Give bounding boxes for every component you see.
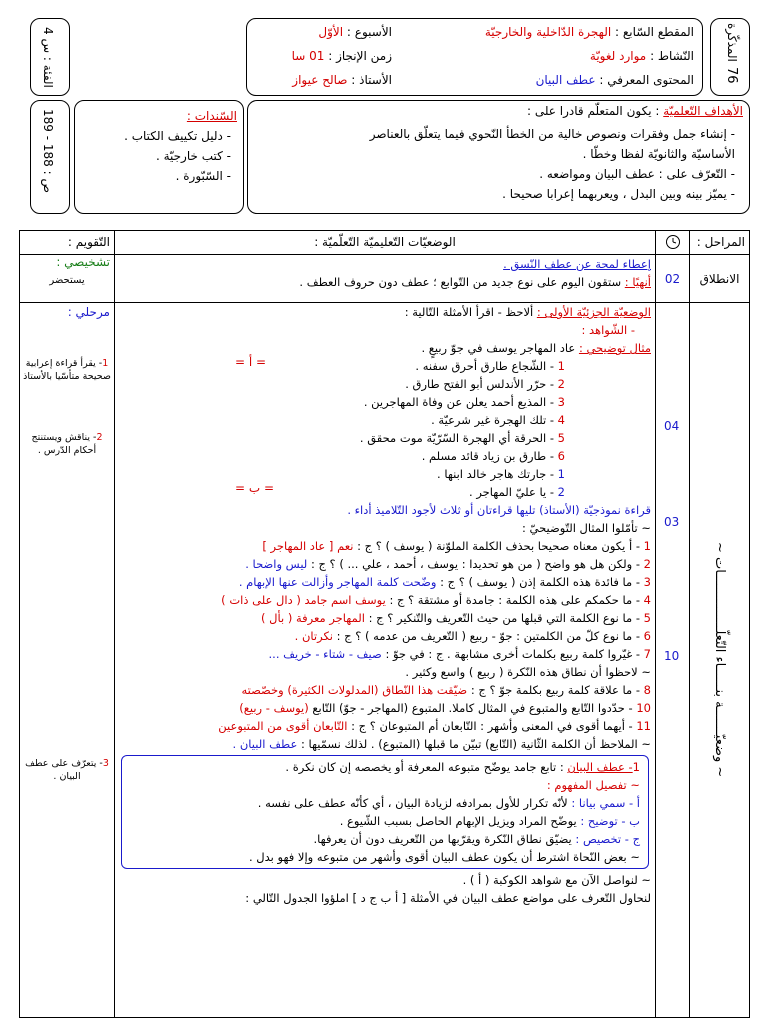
example-item: 3 - المذيع أحمد يعلن عن وفاة المهاجرين . bbox=[363, 395, 565, 409]
phase-build-label: ~ وضعيّـــــــة بنــــــاء التّعلّـــــــــــــــات ~ bbox=[712, 542, 727, 778]
observe-line: ~ تأمّلوا المثال التّوضيحيّ : bbox=[522, 521, 651, 535]
activity-line: النّشاط : موارد لغويّة bbox=[589, 49, 694, 63]
goal-item: الأساسيّة والثانويّة لفظا وخطّا . bbox=[582, 147, 735, 161]
rule-line: 1- عطف البيان : تابع جامد يوضّح متبوعه المعرفة أو يخصصه إن كان نكرة . bbox=[285, 760, 640, 774]
pages-label: ص : 188 - 189 bbox=[41, 109, 55, 193]
rule-box bbox=[121, 755, 649, 869]
start-content bbox=[115, 255, 656, 303]
resources-box bbox=[74, 100, 244, 214]
time-start: 02 bbox=[656, 255, 690, 303]
time-04: 04 bbox=[664, 419, 680, 433]
clock-icon bbox=[665, 234, 681, 250]
class-box bbox=[30, 18, 70, 96]
eval-stage bbox=[20, 303, 115, 1018]
goal-item: - إنشاء جمل وفقرات ونصوص خالية من الخطأ النّحوي فيما يتعلّق بالعناصر bbox=[369, 127, 735, 141]
concept-title: ~ تفصيل المفهوم : bbox=[546, 778, 640, 792]
col-situations: الوضعيّات التّعليميّة التّعلّميّة : bbox=[115, 231, 656, 255]
week-line: الأسبوع : الأوّل bbox=[318, 25, 392, 39]
lesson-info-box bbox=[246, 18, 703, 96]
eval-stage-title: مرحلي : bbox=[67, 305, 110, 319]
time-build bbox=[656, 303, 690, 1018]
example-item: 4 - تلك الهجرة غير شرعيّة . bbox=[431, 413, 565, 427]
goals-heading: الأهداف التّعلميّة : يكون المتعلّم قادرا على : bbox=[526, 104, 743, 118]
example-item: 1 - الشّجاع طارق أحرق سفنه . bbox=[415, 359, 565, 373]
reading-line: قراءة نموذجيّة (الأستاذ) تليها قراءتان أو ثلاث لأجود التّلاميذ أداء . bbox=[347, 503, 651, 517]
sequence-line: المقطع السّابع : الهجرة الدّاخلية والخارجيّة bbox=[484, 25, 694, 39]
resource-item: - دليل تكييف الكتاب . bbox=[124, 129, 231, 143]
eval-note-1: 1- يقرأ قراءة إعرابية صحيحة متأسّيا بالأستاذ bbox=[23, 358, 111, 382]
resource-item: - كتب خارجيّة . bbox=[155, 149, 231, 163]
goal-item: - التّعرّف على : عطف البيان ومواضعه . bbox=[539, 167, 735, 181]
phase-build bbox=[690, 303, 750, 1018]
eval-note-2: 2- يناقش ويستنتج أحكام الدّرس . bbox=[31, 432, 103, 456]
col-eval: التّقويم : bbox=[20, 231, 115, 255]
lesson-table bbox=[19, 230, 750, 1018]
question: 6 - ما نوع كلّ من الكلمتين : جوّ - ربيع ( التّعريف من عدمه ) ؟ ج : نكرتان . bbox=[294, 629, 651, 643]
example-line: مثال توضيحي : عاد المهاجر يوسف في جوّ ربيعٍ . bbox=[421, 341, 651, 355]
time-03: 03 bbox=[664, 515, 680, 529]
concept-item: ج - تخصيص : يضيّق نطاق النّكرة ويقرّبها من التّعريف دون أن يعرفها. bbox=[313, 832, 640, 846]
example-item: 6 - طارق بن زياد قائد مسلم . bbox=[421, 449, 565, 463]
concept-item: ب - توضيح : يوضّح المراد ويزيل الإبهام الحاصل بسبب الشّيوع . bbox=[339, 814, 640, 828]
memo-box bbox=[710, 18, 750, 96]
content-line: المحتوى المعرفي : عطف البيان bbox=[535, 73, 694, 87]
continue-line: ~ لنواصل الآن مع شواهد الكوكبة ( أ ) . bbox=[462, 873, 651, 887]
goal-item: - يميّز بينه وبين البدل ، ويعربهما إعرابا صحيحا . bbox=[502, 187, 735, 201]
example-item: 5 - الحرقة أي الهجرة السّرّيّة موت محقق . bbox=[359, 431, 565, 445]
question: ~ لاحظوا أن نطاق هذه النّكرة ( ربيع ) واسع وكثير . bbox=[405, 665, 651, 679]
examples-group bbox=[115, 357, 655, 501]
question: 7 - غيّروا كلمة ربيع بكلمات أخرى مشابهة . ج : في جوّ : صيف - شتاء - خريف ... bbox=[268, 647, 651, 661]
start-line-1: إعطاء لمحة عن عطف النّسق . bbox=[503, 257, 651, 271]
situation-line: الوضعيّة الجزئيّة الأولى : ألاحظ - اقرأ الأمثلة التّالية : bbox=[404, 305, 651, 319]
question: 10 - حدّدوا التّابع والمتبوع في المثال كاملا. المتبوع (المهاجر - جوّ) التّابع (يوسف - ربيع) bbox=[239, 701, 651, 715]
start-line-2: أنهيًا : ستقون اليوم على نوع جديد من التّوابع ؛ عطف دون حروف العطف . bbox=[299, 275, 651, 289]
group-a-label: = أ = bbox=[235, 355, 267, 369]
phase-start: الانطلاق bbox=[690, 255, 750, 303]
pages-box bbox=[30, 100, 70, 214]
evidence-title: - الشّواهد : bbox=[581, 323, 635, 337]
example-item: 2 - حرّر الأندلس أبو الفتح طارق . bbox=[405, 377, 565, 391]
teacher-line: الأستاذ : صالح عيواز bbox=[292, 73, 392, 87]
resources-title: السّندات : bbox=[186, 109, 237, 123]
question: 2 - ولكن هل هو واضح ( من هو تحديدا : يوسف ، أحمد ، علي ... ) ؟ ج : ليس واضحا . bbox=[245, 557, 651, 571]
memo-number: 76 bbox=[724, 67, 739, 84]
eval-diag-title: تشخيصي : bbox=[56, 255, 110, 269]
question: 8 - ما علاقة كلمة ربيع بكلمة جوّ ؟ ج : ضيّقت هذا النّطاق (المدلولات الكثيرة) وخصّصته bbox=[241, 683, 651, 697]
time-line: زمن الإنجاز : 01 سا bbox=[291, 49, 392, 63]
question: ~ الملاحظ أن الكلمة الثّانية (التّابع) تبيّن ما قبلها (المتبوع) . لذلك نسمّيها : عطف البيان . bbox=[232, 737, 651, 751]
question: 4 - ما حكمكم على هذه الكلمة : جامدة أو مشتقة ؟ ج : يوسف اسم جامد ( دال على ذات ) bbox=[221, 593, 651, 607]
eval-note-3: 3- يتعرّف على عطف البيان . bbox=[25, 758, 109, 782]
eval-diag-note: يستحضر bbox=[49, 275, 85, 286]
question: 5 - ما نوع الكلمة التي قبلها من حيث التّعريف والتّنكير ؟ ج : المهاجر معرفة ( بأل ) bbox=[260, 611, 651, 625]
question: 1 - أ يكون معناه صحيحا بحذف الكلمة الملوّنة ( يوسف ) ؟ ج : نعم [ عاد المهاجر ] bbox=[262, 539, 651, 553]
group-b-label: = ب = bbox=[235, 481, 275, 495]
goals-box bbox=[247, 100, 750, 214]
class-label: الفئة : س 4 bbox=[41, 27, 55, 88]
question: 11 - أيهما أقوى في المعنى وأشهر : التّابعان أم المتبوعان ؟ ج : التّابعان أقوى من المتبوعين bbox=[218, 719, 651, 733]
build-content bbox=[115, 303, 656, 1018]
concept-item: أ - سمي بيانا : لأنّه تكرار للأول بمرادفه لزيادة البيان ، أي كأنّه عطف على نفسه . bbox=[257, 796, 640, 810]
time-10: 10 bbox=[664, 649, 680, 663]
try-line: لنحاول التّعرف على مواضع عطف البيان في الأمثلة [ أ ب ج د ] املؤوا الجدول التّالي : bbox=[245, 891, 651, 905]
eval-diagnostic bbox=[20, 255, 115, 303]
example-item: 1 - جارتك هاجر خالد ابنها . bbox=[437, 467, 565, 481]
resource-item: - السّبّورة . bbox=[175, 169, 231, 183]
memo-label: المذكّرة bbox=[725, 23, 739, 62]
question: 3 - ما فائدة هذه الكلمة إذن ( يوسف ) ؟ ج : وضّحت كلمة المهاجر وأزالت عنها الإبهام . bbox=[238, 575, 651, 589]
example-item: 2 - يا عليّ المهاجر . bbox=[469, 485, 565, 499]
col-phases: المراحل : bbox=[690, 231, 750, 255]
concept-item: ~ بعض النّحاة اشترط أن يكون عطف البيان أقوى وأشهر من متبوعه وإلا فهو بدل . bbox=[248, 850, 640, 864]
col-time bbox=[656, 231, 690, 255]
